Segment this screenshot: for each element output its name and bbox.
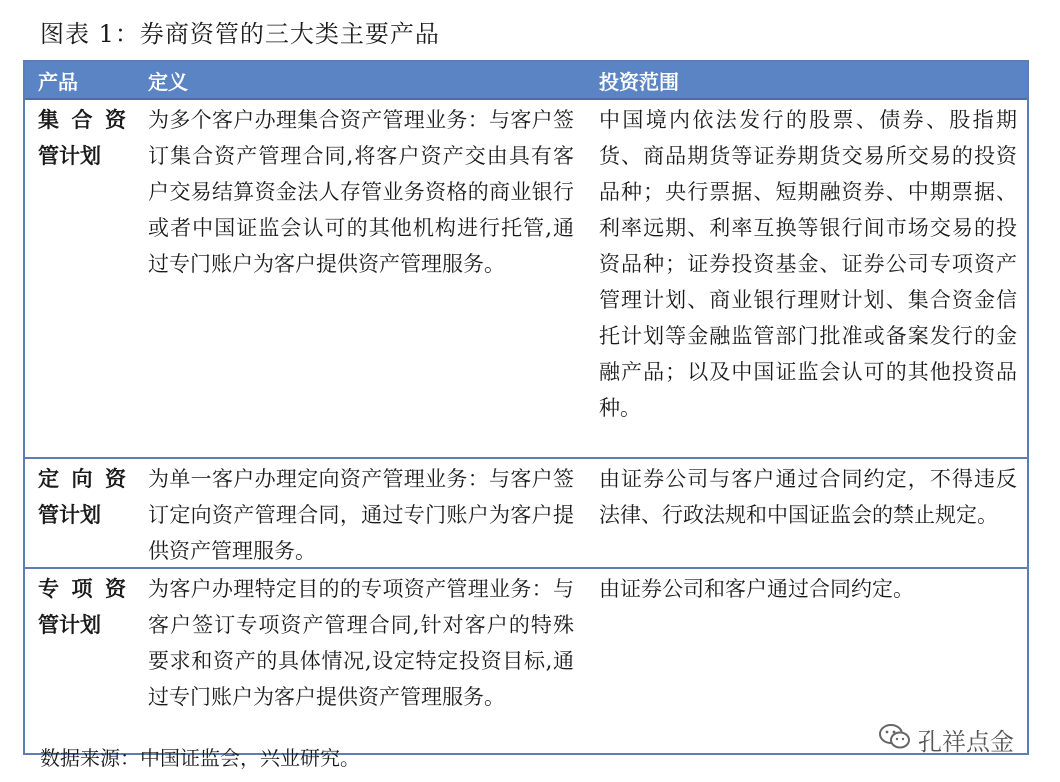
- products-table: [23, 60, 1029, 755]
- product-definition: 为多个客户办理集合资产管理业务：与客户签订集合资产管理合同,将客户资产交由具有客户交易结算资金法人存管业务资格的商业银行或者中国证监会认可的其他机构进行托管,通过专门账户为客户提供资产管理服务。: [148, 108, 574, 276]
- header-product: 产品: [38, 69, 78, 94]
- product-definition: 为客户办理特定目的的专项资产管理业务：与客户签订专项资产管理合同,针对客户的特殊要求和资产的具体情况,设定特定投资目标,通过专门账户为客户提供资产管理服务。: [148, 577, 574, 709]
- wechat-icon: [878, 723, 918, 757]
- table-header: [25, 62, 1027, 100]
- header-definition: 定义: [148, 69, 188, 94]
- table-row: [25, 459, 1027, 569]
- product-name: 集合资 管计划: [38, 107, 126, 168]
- table-row: [25, 569, 1027, 753]
- product-scope: 中国境内依法发行的股票、债券、股指期货、商品期货等证券期货交易所交易的投资品种；央行票据、短期融资券、中期票据、利率远期、利率互换等银行间市场交易的投资品种；证券投资基金、证券公司专项资产管理计划、商业银行理财计划、集合资金信托计划等金融监管部门批准或备案发行的金融产品；以及中国证监会认可的其他投资品种。: [599, 108, 1017, 420]
- product-name: 专项资 管计划: [38, 576, 126, 637]
- product-scope: 由证券公司和客户通过合同约定。: [599, 577, 914, 601]
- product-name: 定向资 管计划: [38, 466, 126, 527]
- figure-title: 图表 1：券商资管的三大类主要产品: [40, 20, 440, 48]
- data-source-note: 数据来源：中国证监会，兴业研究。: [40, 746, 360, 770]
- table-row: [25, 100, 1027, 459]
- watermark: [878, 722, 1014, 757]
- header-scope: 投资范围: [599, 69, 679, 94]
- product-definition: 为单一客户办理定向资产管理业务：与客户签订定向资产管理合同，通过专门账户为客户提供资产管理服务。: [148, 467, 574, 563]
- watermark-text: 孔祥点金: [918, 728, 1014, 756]
- product-scope: 由证券公司与客户通过合同约定，不得违反法律、行政法规和中国证监会的禁止规定。: [599, 467, 1017, 527]
